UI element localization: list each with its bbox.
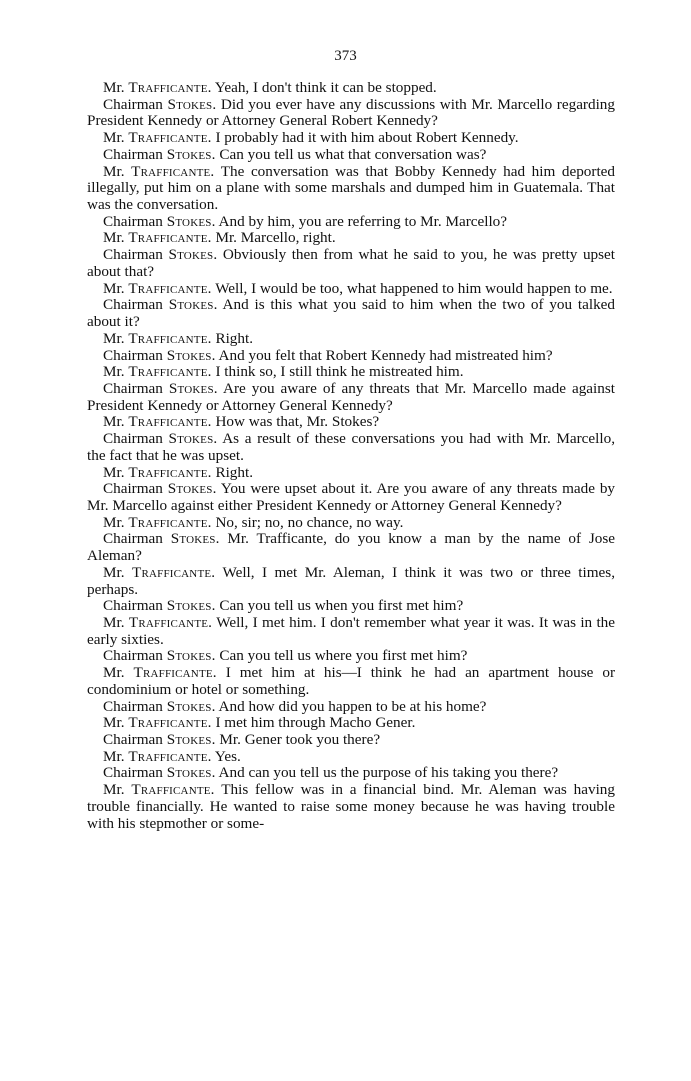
speaker-title: Mr. <box>103 162 125 180</box>
transcript-paragraph <box>87 465 615 482</box>
speaker-title: Mr. <box>103 747 125 765</box>
speaker-title: Chairman <box>103 430 163 448</box>
speaker-name: Trafficante. <box>128 79 212 96</box>
transcript-paragraph <box>87 431 615 464</box>
speaker-title: Mr. <box>103 714 125 732</box>
transcript-paragraph <box>87 297 615 330</box>
testimony-text: Mr. Gener took you there? <box>219 731 381 749</box>
transcript-paragraph <box>87 130 615 147</box>
speaker-title: Mr. <box>103 614 125 631</box>
speaker-name: Stokes. <box>166 145 216 163</box>
speaker-title: Chairman <box>103 480 163 498</box>
transcript-paragraph <box>87 715 615 732</box>
speaker-name: Trafficante. <box>128 614 213 631</box>
transcript-paragraph <box>87 364 615 381</box>
speaker-name: Stokes. <box>168 296 218 314</box>
transcript-paragraph <box>87 699 615 716</box>
testimony-text: And you felt that Robert Kennedy had mistreated him? <box>218 346 553 364</box>
transcript-paragraph <box>87 782 615 832</box>
speaker-title: Mr. <box>103 279 125 297</box>
transcript-paragraph <box>87 732 615 749</box>
speaker-name: Trafficante. <box>128 413 212 431</box>
testimony-text: I probably had it with him about Robert Kennedy. <box>215 129 519 147</box>
testimony-text: Can you tell us when you first met him? <box>219 597 464 615</box>
speaker-title: Mr. <box>103 79 125 96</box>
testimony-text: Obviously then from what he said to you, he was pretty upset about that? <box>87 246 615 280</box>
speaker-title: Mr. <box>103 781 125 799</box>
testimony-text: Yeah, I don't think it can be stopped. <box>214 79 437 96</box>
speaker-title: Mr. <box>103 513 125 531</box>
speaker-name: Trafficante. <box>133 664 217 682</box>
speaker-title: Chairman <box>103 212 163 230</box>
speaker-name: Trafficante. <box>131 563 216 581</box>
speaker-title: Chairman <box>103 95 163 113</box>
speaker-name: Stokes. <box>167 480 217 498</box>
speaker-name: Trafficante. <box>128 129 212 147</box>
speaker-title: Chairman <box>103 296 163 314</box>
testimony-text: I think so, I still think he mistreated him. <box>215 363 464 381</box>
speaker-title: Chairman <box>103 731 163 749</box>
testimony-text: Well, I met him. I don't remember what year it was. It was in the early sixties. <box>87 614 616 648</box>
transcript-paragraph <box>87 565 615 598</box>
transcript-paragraph <box>87 414 615 431</box>
speaker-name: Stokes. <box>168 246 218 264</box>
speaker-title: Chairman <box>103 346 163 364</box>
testimony-text: Did you ever have any discussions with Mr. Marcello regarding President Kennedy or Attorney General Robert Kennedy? <box>87 95 615 130</box>
transcript-paragraph <box>87 615 615 648</box>
transcript-paragraph <box>87 381 615 414</box>
transcript-paragraph <box>87 481 615 514</box>
testimony-text: I met him at his—I think he had an apartment house or condominium or hotel or something. <box>87 664 616 698</box>
testimony-text: Are you aware of any threats that Mr. Marcello made against President Kennedy or Attorney General Kennedy? <box>87 379 615 414</box>
testimony-text: How was that, Mr. Stokes? <box>215 413 380 431</box>
speaker-name: Stokes. <box>168 379 218 397</box>
transcript-paragraph <box>87 531 615 564</box>
testimony-text: No, sir; no, no chance, no way. <box>215 513 404 531</box>
testimony-text: This fellow was in a financial bind. Mr. Aleman was having trouble financially. He wanted to raise some money because he was having trouble with his stepmother or some- <box>87 781 615 832</box>
speaker-title: Chairman <box>103 647 163 665</box>
speaker-name: Stokes. <box>166 731 216 749</box>
testimony-text: And by him, you are referring to Mr. Marcello? <box>218 212 508 230</box>
speaker-title: Mr. <box>103 229 125 247</box>
speaker-name: Stokes. <box>166 346 216 364</box>
transcript-paragraph <box>87 749 615 766</box>
speaker-title: Chairman <box>103 379 163 397</box>
testimony-text: Right. <box>215 463 254 481</box>
speaker-name: Stokes. <box>166 647 216 665</box>
testimony-text: You were upset about it. Are you aware of any threats made by Mr. Marcello against either President Kennedy or Attorney General Kennedy? <box>87 480 616 514</box>
transcript-paragraph <box>87 281 615 298</box>
transcript-paragraph <box>87 230 615 247</box>
speaker-title: Chairman <box>103 530 163 548</box>
speaker-title: Chairman <box>103 246 163 264</box>
speaker-name: Stokes. <box>166 597 216 615</box>
speaker-title: Mr. <box>103 413 125 431</box>
speaker-title: Mr. <box>103 129 125 147</box>
transcript-paragraph <box>87 648 615 665</box>
speaker-title: Mr. <box>103 563 125 581</box>
transcript-body <box>87 80 615 832</box>
testimony-text: Can you tell us where you first met him? <box>219 647 468 665</box>
transcript-paragraph <box>87 164 615 214</box>
testimony-text: Can you tell us what that conversation was? <box>219 145 487 163</box>
speaker-title: Mr. <box>103 664 125 682</box>
transcript-paragraph <box>87 515 615 532</box>
testimony-text: And is this what you said to him when the two of you talked about it? <box>87 296 615 331</box>
testimony-text: And how did you happen to be at his home? <box>218 697 487 715</box>
transcript-paragraph <box>87 147 615 164</box>
speaker-name: Trafficante. <box>128 329 212 347</box>
speaker-name: Trafficante. <box>131 162 215 180</box>
speaker-title: Chairman <box>103 764 163 782</box>
speaker-name: Trafficante. <box>128 229 212 247</box>
speaker-title: Mr. <box>103 363 125 381</box>
speaker-name: Trafficante. <box>128 363 212 381</box>
transcript-paragraph <box>87 247 615 280</box>
transcript-paragraph <box>87 214 615 231</box>
page-number: 373 <box>334 48 357 64</box>
transcript-paragraph <box>87 665 615 698</box>
transcript-paragraph <box>87 765 615 782</box>
transcript-paragraph <box>87 80 615 97</box>
speaker-title: Mr. <box>103 463 125 481</box>
transcript-paragraph <box>87 598 615 615</box>
testimony-text: Right. <box>215 329 254 347</box>
speaker-name: Trafficante. <box>128 463 212 481</box>
testimony-text: The conversation was that Bobby Kennedy had him deported illegally, put him on a plane with some marshals and dumped him in Guatemala. That was the conversation. <box>87 162 615 214</box>
speaker-name: Stokes. <box>166 212 216 230</box>
testimony-text: Well, I met Mr. Aleman, I think it was two or three times, perhaps. <box>87 563 615 598</box>
speaker-title: Chairman <box>103 697 163 715</box>
speaker-name: Trafficante. <box>128 279 212 297</box>
speaker-name: Trafficante. <box>128 747 212 765</box>
testimony-text: Mr. Marcello, right. <box>215 229 336 247</box>
speaker-name: Stokes. <box>168 430 218 448</box>
transcript-paragraph <box>87 331 615 348</box>
testimony-text: Well, I would be too, what happened to him would happen to me. <box>215 279 613 297</box>
testimony-text: I met him through Macho Gener. <box>215 714 416 732</box>
speaker-title: Chairman <box>103 597 163 615</box>
transcript-paragraph <box>87 97 615 130</box>
speaker-name: Stokes. <box>167 95 217 113</box>
speaker-name: Trafficante. <box>128 714 212 732</box>
testimony-text: As a result of these conversations you had with Mr. Marcello, the fact that he was upset. <box>87 430 615 464</box>
speaker-name: Stokes. <box>166 764 216 782</box>
speaker-name: Trafficante. <box>128 513 212 531</box>
speaker-name: Stokes. <box>170 530 220 548</box>
speaker-name: Stokes. <box>166 697 216 715</box>
testimony-text: Mr. Trafficante, do you know a man by the name of Jose Aleman? <box>87 530 616 565</box>
speaker-name: Trafficante. <box>131 781 215 799</box>
speaker-title: Mr. <box>103 329 125 347</box>
testimony-text: And can you tell us the purpose of his taking you there? <box>218 764 559 782</box>
transcript-paragraph <box>87 348 615 365</box>
testimony-text: Yes. <box>214 747 241 765</box>
speaker-title: Chairman <box>103 145 163 163</box>
